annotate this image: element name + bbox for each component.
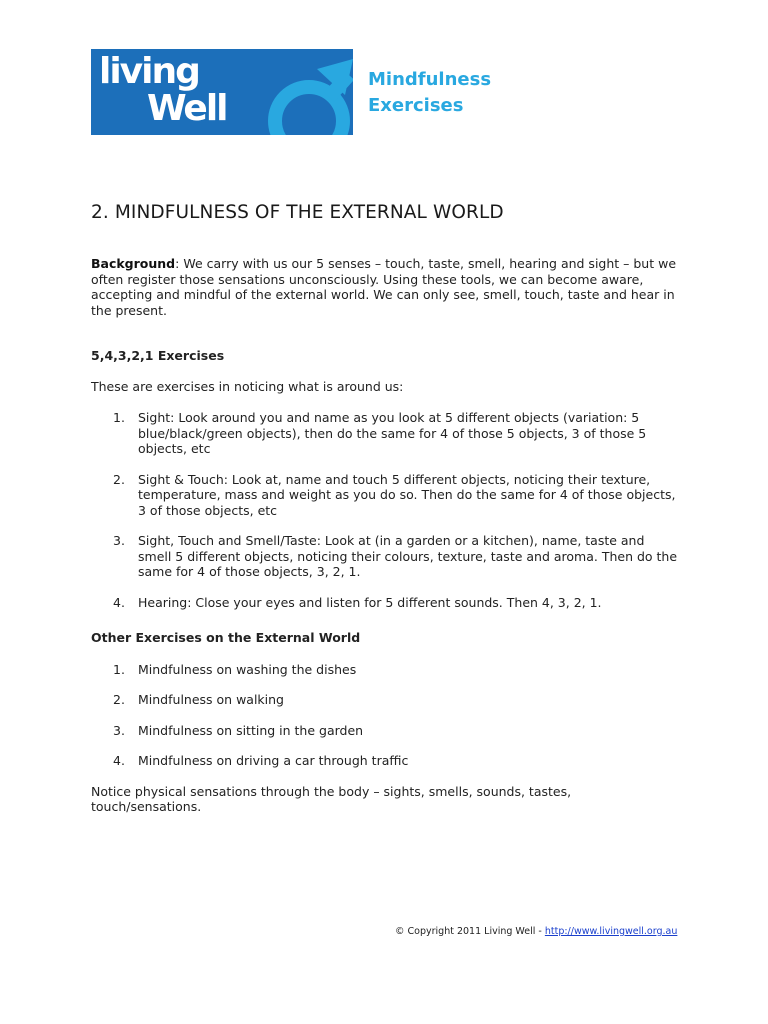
list-item-number: 2. [113,692,125,707]
copyright-text: © Copyright 2011 Living Well - [395,926,545,937]
background-label: Background [91,256,176,271]
exercises-list [91,410,691,610]
list-item [91,662,691,678]
list-item [91,753,691,769]
list-item [91,692,691,708]
background-paragraph [91,256,691,318]
list-item-number: 4. [113,594,125,610]
list-item-text: Mindfulness on driving a car through traffic [138,753,409,768]
list-item-number: 3. [113,533,125,548]
exercises-heading: 5,4,3,2,1 Exercises [91,348,225,363]
list-item [91,595,678,611]
list-item-text: Mindfulness on walking [138,692,284,707]
exercises-intro: These are exercises in noticing what is around us: [91,378,404,394]
header-title-line1: Mindfulness [368,69,492,90]
logo-line2: Well [147,88,227,129]
logo-line1: living [99,51,199,92]
section-title: 2. MINDFULNESS OF THE EXTERNAL WORLD [91,202,504,223]
header-title [368,67,491,119]
logo-wordmark [99,53,227,127]
list-item-text: Mindfulness on washing the dishes [138,661,357,677]
list-item [91,472,678,519]
website-link[interactable]: http://www.livingwell.org.au [544,926,678,937]
list-item-number: 1. [113,661,125,677]
list-item-number: 2. [113,471,125,487]
footer-copyright [395,926,677,937]
list-item-text: Sight, Touch and Smell/Taste: Look at (in a garden or a kitchen), name, taste and smell 5 different objects, noticing their colours, texture, taste and aroma. Then do the same for 4 of those objects, 3, 2, 1. [138,533,678,579]
list-item [91,723,691,739]
list-item [91,533,678,580]
list-item-text: Sight: Look around you and name as you look at 5 different objects (variation: 5 blue/black/green objects), then do the same for 4 of those 5 objects, 3 of those 5 objects, etc [138,410,647,456]
list-item-number: 4. [113,753,125,768]
list-item-text: Sight & Touch: Look at, name and touch 5 different objects, noticing their texture, temperature, mass and weight as you do so. Then do the same for 4 of those objects, 3 of those objects, etc [138,471,676,518]
header-title-line2: Exercises [368,95,464,116]
other-exercises-list [91,662,691,769]
list-item [91,410,678,457]
other-exercises-heading: Other Exercises on the External World [91,630,361,645]
notice-paragraph: Notice physical sensations through the body – sights, smells, sounds, tastes, touch/sensations. [91,783,572,814]
list-item-number: 1. [113,410,125,425]
document-body [91,256,691,815]
background-text: : We carry with us our 5 senses – touch, taste, smell, hearing and sight – but we often register those sensations unconsciously. Using these tools, we can become aware, accepting and mindful of the external world. We can only see, smell, touch, taste and hear in the present. [91,256,677,318]
list-item-number: 3. [113,722,125,738]
living-well-logo [91,49,353,135]
list-item-text: Mindfulness on sitting in the garden [138,722,364,738]
list-item-text: Hearing: Close your eyes and listen for 5 different sounds. Then 4, 3, 2, 1. [138,594,602,610]
